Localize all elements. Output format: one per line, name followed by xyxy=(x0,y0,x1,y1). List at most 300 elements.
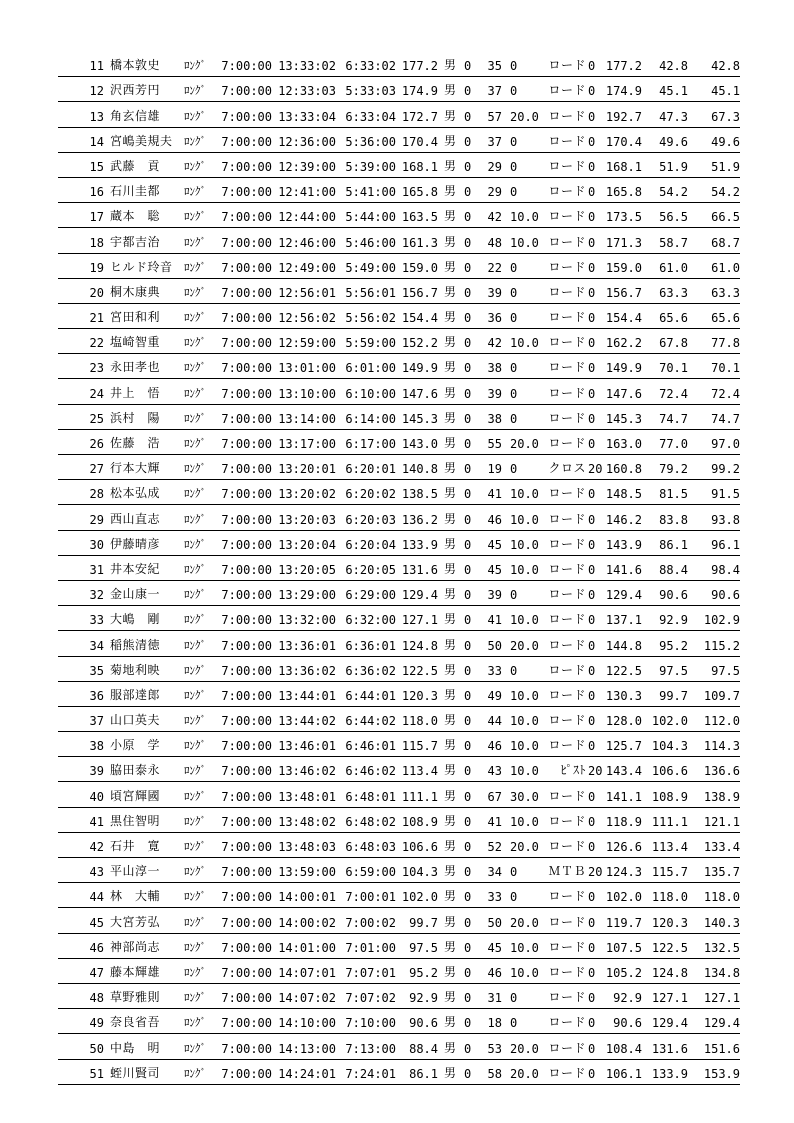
course-cell: ﾛﾝｸﾞ xyxy=(184,840,206,853)
age-cell: 36 xyxy=(487,311,502,326)
start-time-cell: 7:00:00 xyxy=(221,588,272,603)
course-cell: ﾛﾝｸﾞ xyxy=(184,185,206,199)
age-cell: 19 xyxy=(487,462,502,477)
finish-time-cell: 13:20:04 xyxy=(278,537,336,552)
duration-cell: 7:00:02 xyxy=(345,915,396,930)
table-row xyxy=(58,505,740,530)
table-row xyxy=(58,52,740,77)
table-row xyxy=(58,455,740,480)
flag-cell: 0 xyxy=(464,915,472,930)
sex-cell: 男 xyxy=(444,939,457,954)
duration-cell: 7:01:00 xyxy=(345,940,396,955)
final-cell: 42.8 xyxy=(711,59,740,74)
flag-cell: 0 xyxy=(464,638,472,653)
rank-cell: 45 xyxy=(89,915,104,930)
bike-bonus-cell: 0 xyxy=(588,386,596,401)
table-row xyxy=(58,556,740,581)
result-time-cell: 77.0 xyxy=(659,437,688,451)
age-bonus-cell: 0 xyxy=(510,663,518,678)
start-time-cell: 7:00:00 xyxy=(221,814,272,829)
rank-cell: 38 xyxy=(89,739,104,754)
result-time-cell: 51.9 xyxy=(659,159,688,174)
age-cell: 41 xyxy=(487,613,502,628)
sex-cell: 男 xyxy=(444,536,457,551)
name-cell: 宮嶋美規夫 xyxy=(110,133,173,148)
total-cell: 159.0 xyxy=(605,260,642,275)
flag-cell: 0 xyxy=(464,260,472,275)
total-cell: 145.3 xyxy=(605,411,642,426)
table-row xyxy=(58,808,740,833)
rank-cell: 26 xyxy=(89,437,104,451)
age-cell: 38 xyxy=(487,361,502,376)
duration-cell: 6:36:01 xyxy=(345,638,396,653)
start-time-cell: 7:00:00 xyxy=(221,688,272,703)
age-cell: 42 xyxy=(487,336,502,351)
final-cell: 66.5 xyxy=(711,210,740,225)
rank-cell: 46 xyxy=(89,940,104,955)
result-time-cell: 120.3 xyxy=(651,915,688,930)
start-time-cell: 7:00:00 xyxy=(221,361,272,376)
flag-cell: 0 xyxy=(464,84,472,99)
flag-cell: 0 xyxy=(464,965,472,980)
sex-cell: 男 xyxy=(444,612,457,627)
name-cell: 黒住智明 xyxy=(110,813,161,828)
rank-cell: 21 xyxy=(89,311,104,326)
age-cell: 67 xyxy=(487,789,502,804)
rank-cell: 40 xyxy=(89,789,104,804)
rank-cell: 13 xyxy=(89,109,104,124)
table-row xyxy=(58,858,740,883)
sex-cell: 男 xyxy=(444,1040,457,1055)
name-cell: 神部尚志 xyxy=(110,939,161,954)
sex-cell: 男 xyxy=(444,83,457,98)
sex-cell: 男 xyxy=(444,813,457,828)
bike-type-cell: ロード xyxy=(548,58,586,73)
start-time-cell: 7:00:00 xyxy=(221,311,272,326)
final-cell: 77.8 xyxy=(711,336,740,351)
bike-bonus-cell: 0 xyxy=(588,210,596,225)
name-cell: 頃宮輝國 xyxy=(110,788,161,803)
duration-cell: 5:44:00 xyxy=(345,210,396,225)
total-cell: 141.1 xyxy=(605,789,642,804)
result-time-cell: 108.9 xyxy=(651,789,688,804)
total-cell: 149.9 xyxy=(605,361,642,376)
finish-time-cell: 12:41:00 xyxy=(278,185,336,200)
table-row xyxy=(58,833,740,858)
total-cell: 108.4 xyxy=(605,1041,642,1056)
duration-cell: 7:13:00 xyxy=(345,1041,396,1056)
age-cell: 39 xyxy=(487,285,502,300)
total-cell: 160.8 xyxy=(605,462,642,477)
sex-cell: 男 xyxy=(444,209,457,224)
duration-cell: 6:33:02 xyxy=(345,59,396,74)
name-cell: 山口英夫 xyxy=(110,713,161,728)
age-bonus-cell: 0 xyxy=(510,588,518,603)
bike-bonus-cell: 0 xyxy=(588,663,596,678)
bike-bonus-cell: 20 xyxy=(588,865,603,880)
age-bonus-cell: 10.0 xyxy=(510,940,539,955)
total-cell: 168.1 xyxy=(605,159,642,174)
finish-time-cell: 13:33:02 xyxy=(278,59,336,74)
total-cell: 173.5 xyxy=(605,210,642,225)
start-time-cell: 7:00:00 xyxy=(221,537,272,552)
flag-cell: 0 xyxy=(464,663,472,678)
finish-time-cell: 13:32:00 xyxy=(278,613,336,628)
duration-cell: 6:33:04 xyxy=(345,109,396,124)
sex-cell: 男 xyxy=(444,436,457,450)
bike-type-cell: ロード xyxy=(548,385,586,400)
table-row xyxy=(58,279,740,304)
table-row xyxy=(58,430,740,455)
age-bonus-cell: 20.0 xyxy=(510,1066,539,1081)
flag-cell: 0 xyxy=(464,764,472,779)
flag-cell: 0 xyxy=(464,840,472,854)
age-bonus-cell: 0 xyxy=(510,59,518,74)
flag-cell: 0 xyxy=(464,588,472,603)
total-cell: 156.7 xyxy=(605,285,642,300)
result-time-cell: 92.9 xyxy=(659,613,688,628)
bike-bonus-cell: 0 xyxy=(588,562,596,577)
name-cell: 大嶋 剛 xyxy=(110,612,161,627)
final-cell: 49.6 xyxy=(711,134,740,149)
final-cell: 96.1 xyxy=(711,537,740,552)
bike-bonus-cell: 0 xyxy=(588,537,596,552)
bike-bonus-cell: 0 xyxy=(588,411,596,426)
bike-bonus-cell: 0 xyxy=(588,361,596,376)
total-cell: 144.8 xyxy=(605,638,642,653)
sex-cell: 男 xyxy=(444,738,457,753)
age-bonus-cell: 20.0 xyxy=(510,915,539,930)
bike-bonus-cell: 0 xyxy=(588,789,596,804)
total-cell: 174.9 xyxy=(605,84,642,99)
start-time-cell: 7:00:00 xyxy=(221,185,272,200)
age-cell: 49 xyxy=(487,688,502,703)
score-cell: 149.9 xyxy=(401,361,438,376)
bike-type-cell: ロード xyxy=(548,662,586,677)
course-cell: ﾛﾝｸﾞ xyxy=(184,235,206,249)
bike-type-cell: ロード xyxy=(548,561,586,576)
flag-cell: 0 xyxy=(464,1066,472,1081)
bike-type-cell: ロード xyxy=(548,335,586,350)
course-cell: ﾛﾝｸﾞ xyxy=(184,109,206,123)
score-cell: 154.4 xyxy=(401,311,438,326)
table-row xyxy=(58,657,740,682)
score-cell: 92.9 xyxy=(409,991,438,1006)
start-time-cell: 7:00:00 xyxy=(221,1016,272,1031)
bike-bonus-cell: 0 xyxy=(588,159,596,174)
flag-cell: 0 xyxy=(464,890,472,905)
course-cell: ﾛﾝｸﾞ xyxy=(184,260,206,274)
start-time-cell: 7:00:00 xyxy=(221,940,272,955)
duration-cell: 5:56:02 xyxy=(345,311,396,326)
final-cell: 98.4 xyxy=(711,562,740,577)
bike-bonus-cell: 0 xyxy=(588,739,596,754)
rank-cell: 43 xyxy=(89,865,104,880)
age-cell: 33 xyxy=(487,663,502,678)
age-bonus-cell: 0 xyxy=(510,285,518,300)
duration-cell: 6:20:02 xyxy=(345,487,396,502)
age-bonus-cell: 0 xyxy=(510,991,518,1006)
result-time-cell: 106.6 xyxy=(651,764,688,779)
score-cell: 172.7 xyxy=(401,109,438,124)
age-bonus-cell: 20.0 xyxy=(510,109,539,124)
bike-bonus-cell: 0 xyxy=(588,613,596,628)
score-cell: 152.2 xyxy=(401,336,438,351)
final-cell: 61.0 xyxy=(711,260,740,275)
duration-cell: 5:33:03 xyxy=(345,84,396,99)
age-bonus-cell: 10.0 xyxy=(510,965,539,980)
name-cell: 井本安紀 xyxy=(110,561,161,576)
bike-type-cell: ロード xyxy=(548,587,586,602)
bike-type-cell: ロード xyxy=(548,939,586,954)
bike-type-cell: ロード xyxy=(548,1015,586,1030)
finish-time-cell: 13:20:05 xyxy=(278,562,336,577)
score-cell: 159.0 xyxy=(401,260,438,275)
final-cell: 109.7 xyxy=(703,688,740,703)
bike-bonus-cell: 0 xyxy=(588,487,596,502)
start-time-cell: 7:00:00 xyxy=(221,109,272,124)
final-cell: 51.9 xyxy=(711,159,740,174)
score-cell: 168.1 xyxy=(401,159,438,174)
age-bonus-cell: 10.0 xyxy=(510,537,539,552)
sex-cell: 男 xyxy=(444,713,457,728)
age-cell: 38 xyxy=(487,411,502,426)
bike-bonus-cell: 0 xyxy=(588,890,596,905)
course-cell: ﾛﾝｸﾞ xyxy=(184,1066,206,1080)
result-time-cell: 113.4 xyxy=(651,840,688,854)
age-bonus-cell: 10.0 xyxy=(510,210,539,225)
score-cell: 111.1 xyxy=(401,789,438,804)
sex-cell: 男 xyxy=(444,637,457,652)
score-cell: 113.4 xyxy=(401,764,438,779)
name-cell: 武藤 貢 xyxy=(110,158,161,173)
bike-bonus-cell: 0 xyxy=(588,512,596,527)
age-bonus-cell: 10.0 xyxy=(510,814,539,829)
name-cell: 金山康一 xyxy=(110,587,161,602)
rank-cell: 42 xyxy=(89,840,104,854)
table-row xyxy=(58,934,740,959)
start-time-cell: 7:00:00 xyxy=(221,663,272,678)
rank-cell: 25 xyxy=(89,411,104,426)
total-cell: 107.5 xyxy=(605,940,642,955)
result-time-cell: 86.1 xyxy=(659,537,688,552)
flag-cell: 0 xyxy=(464,1016,472,1031)
course-cell: ﾛﾝｸﾞ xyxy=(184,688,206,702)
duration-cell: 6:36:02 xyxy=(345,663,396,678)
age-cell: 46 xyxy=(487,965,502,980)
table-row xyxy=(58,732,740,757)
sex-cell: 男 xyxy=(444,284,457,299)
total-cell: 129.4 xyxy=(605,588,642,603)
score-cell: 88.4 xyxy=(409,1041,438,1056)
bike-bonus-cell: 20 xyxy=(588,764,603,779)
final-cell: 70.1 xyxy=(711,361,740,376)
finish-time-cell: 12:44:00 xyxy=(278,210,336,225)
age-bonus-cell: 10.0 xyxy=(510,739,539,754)
total-cell: 130.3 xyxy=(605,688,642,703)
flag-cell: 0 xyxy=(464,134,472,149)
bike-bonus-cell: 0 xyxy=(588,134,596,149)
name-cell: 脇田泰永 xyxy=(110,763,161,778)
start-time-cell: 7:00:00 xyxy=(221,437,272,451)
table-row xyxy=(58,682,740,707)
score-cell: 95.2 xyxy=(409,965,438,980)
sex-cell: 男 xyxy=(444,360,457,375)
age-cell: 22 xyxy=(487,260,502,275)
finish-time-cell: 12:39:00 xyxy=(278,159,336,174)
age-bonus-cell: 10.0 xyxy=(510,613,539,628)
total-cell: 102.0 xyxy=(605,890,642,905)
result-time-cell: 127.1 xyxy=(651,991,688,1006)
course-cell: ﾛﾝｸﾞ xyxy=(184,638,206,652)
flag-cell: 0 xyxy=(464,462,472,477)
finish-time-cell: 13:44:02 xyxy=(278,714,336,729)
bike-bonus-cell: 0 xyxy=(588,714,596,729)
finish-time-cell: 12:46:00 xyxy=(278,235,336,250)
table-row xyxy=(58,153,740,178)
results-table xyxy=(58,52,740,1085)
result-time-cell: 67.8 xyxy=(659,336,688,351)
sex-cell: 男 xyxy=(444,914,457,929)
duration-cell: 5:46:00 xyxy=(345,235,396,250)
age-cell: 18 xyxy=(487,1016,502,1031)
total-cell: 143.9 xyxy=(605,537,642,552)
sex-cell: 男 xyxy=(444,763,457,778)
rank-cell: 17 xyxy=(89,210,104,225)
name-cell: 中島 明 xyxy=(110,1040,161,1055)
course-cell: ﾛﾝｸﾞ xyxy=(184,1041,206,1055)
bike-bonus-cell: 0 xyxy=(588,814,596,829)
flag-cell: 0 xyxy=(464,487,472,502)
final-cell: 115.2 xyxy=(703,638,740,653)
start-time-cell: 7:00:00 xyxy=(221,562,272,577)
sex-cell: 男 xyxy=(444,788,457,803)
name-cell: 佐藤 浩 xyxy=(110,436,161,450)
age-cell: 33 xyxy=(487,890,502,905)
name-cell: 伊藤晴彦 xyxy=(110,536,161,551)
result-time-cell: 83.8 xyxy=(659,512,688,527)
duration-cell: 5:41:00 xyxy=(345,185,396,200)
flag-cell: 0 xyxy=(464,59,472,74)
bike-bonus-cell: 0 xyxy=(588,1066,596,1081)
score-cell: 102.0 xyxy=(401,890,438,905)
age-cell: 48 xyxy=(487,235,502,250)
result-time-cell: 95.2 xyxy=(659,638,688,653)
finish-time-cell: 13:36:02 xyxy=(278,663,336,678)
bike-type-cell: ロード xyxy=(548,889,586,904)
table-row xyxy=(58,581,740,606)
finish-time-cell: 13:44:01 xyxy=(278,688,336,703)
rank-cell: 34 xyxy=(89,638,104,653)
flag-cell: 0 xyxy=(464,739,472,754)
name-cell: 小原 学 xyxy=(110,738,161,753)
start-time-cell: 7:00:00 xyxy=(221,462,272,477)
age-cell: 43 xyxy=(487,764,502,779)
duration-cell: 6:44:01 xyxy=(345,688,396,703)
finish-time-cell: 13:14:00 xyxy=(278,411,336,426)
age-cell: 45 xyxy=(487,562,502,577)
course-cell: ﾛﾝｸﾞ xyxy=(184,865,206,879)
score-cell: 97.5 xyxy=(409,940,438,955)
result-time-cell: 111.1 xyxy=(651,814,688,829)
result-time-cell: 99.7 xyxy=(659,688,688,703)
total-cell: 192.7 xyxy=(605,109,642,124)
finish-time-cell: 13:17:00 xyxy=(278,437,336,451)
start-time-cell: 7:00:00 xyxy=(221,134,272,149)
course-cell: ﾛﾝｸﾞ xyxy=(184,739,206,753)
rank-cell: 19 xyxy=(89,260,104,275)
score-cell: 133.9 xyxy=(401,537,438,552)
bike-type-cell: ロード xyxy=(548,536,586,551)
final-cell: 136.6 xyxy=(703,764,740,779)
result-time-cell: 49.6 xyxy=(659,134,688,149)
result-time-cell: 115.7 xyxy=(651,865,688,880)
age-bonus-cell: 20.0 xyxy=(510,437,539,451)
age-cell: 35 xyxy=(487,59,502,74)
bike-type-cell: ロード xyxy=(548,133,586,148)
age-bonus-cell: 0 xyxy=(510,361,518,376)
duration-cell: 7:24:01 xyxy=(345,1066,396,1081)
flag-cell: 0 xyxy=(464,613,472,628)
duration-cell: 7:07:02 xyxy=(345,991,396,1006)
duration-cell: 6:10:00 xyxy=(345,386,396,401)
total-cell: 146.2 xyxy=(605,512,642,527)
final-cell: 127.1 xyxy=(703,991,740,1006)
age-cell: 39 xyxy=(487,588,502,603)
flag-cell: 0 xyxy=(464,537,472,552)
flag-cell: 0 xyxy=(464,185,472,200)
age-bonus-cell: 10.0 xyxy=(510,336,539,351)
final-cell: 65.6 xyxy=(711,311,740,326)
table-row xyxy=(58,707,740,732)
sex-cell: 男 xyxy=(444,561,457,576)
name-cell: 服部達郎 xyxy=(110,687,161,702)
sex-cell: 男 xyxy=(444,158,457,173)
age-bonus-cell: 0 xyxy=(510,260,518,275)
table-row xyxy=(58,329,740,354)
start-time-cell: 7:00:00 xyxy=(221,84,272,99)
finish-time-cell: 14:10:00 xyxy=(278,1016,336,1031)
name-cell: 行本大輝 xyxy=(110,461,161,476)
age-bonus-cell: 10.0 xyxy=(510,688,539,703)
age-bonus-cell: 20.0 xyxy=(510,840,539,854)
age-cell: 58 xyxy=(487,1066,502,1081)
age-bonus-cell: 10.0 xyxy=(510,764,539,779)
sex-cell: 男 xyxy=(444,133,457,148)
rank-cell: 30 xyxy=(89,537,104,552)
flag-cell: 0 xyxy=(464,336,472,351)
final-cell: 134.8 xyxy=(703,965,740,980)
table-row xyxy=(58,304,740,329)
age-bonus-cell: 0 xyxy=(510,386,518,401)
sex-cell: 男 xyxy=(444,587,457,602)
total-cell: 165.8 xyxy=(605,185,642,200)
age-cell: 29 xyxy=(487,159,502,174)
duration-cell: 6:17:00 xyxy=(345,437,396,451)
bike-bonus-cell: 0 xyxy=(588,915,596,930)
rank-cell: 14 xyxy=(89,134,104,149)
total-cell: 128.0 xyxy=(605,714,642,729)
table-row xyxy=(58,203,740,228)
start-time-cell: 7:00:00 xyxy=(221,1066,272,1081)
name-cell: 蔵本 聡 xyxy=(110,209,161,224)
score-cell: 177.2 xyxy=(401,59,438,74)
table-row xyxy=(58,178,740,203)
age-cell: 57 xyxy=(487,109,502,124)
bike-type-cell: ロード xyxy=(548,284,586,299)
bike-bonus-cell: 0 xyxy=(588,235,596,250)
duration-cell: 6:48:03 xyxy=(345,840,396,854)
